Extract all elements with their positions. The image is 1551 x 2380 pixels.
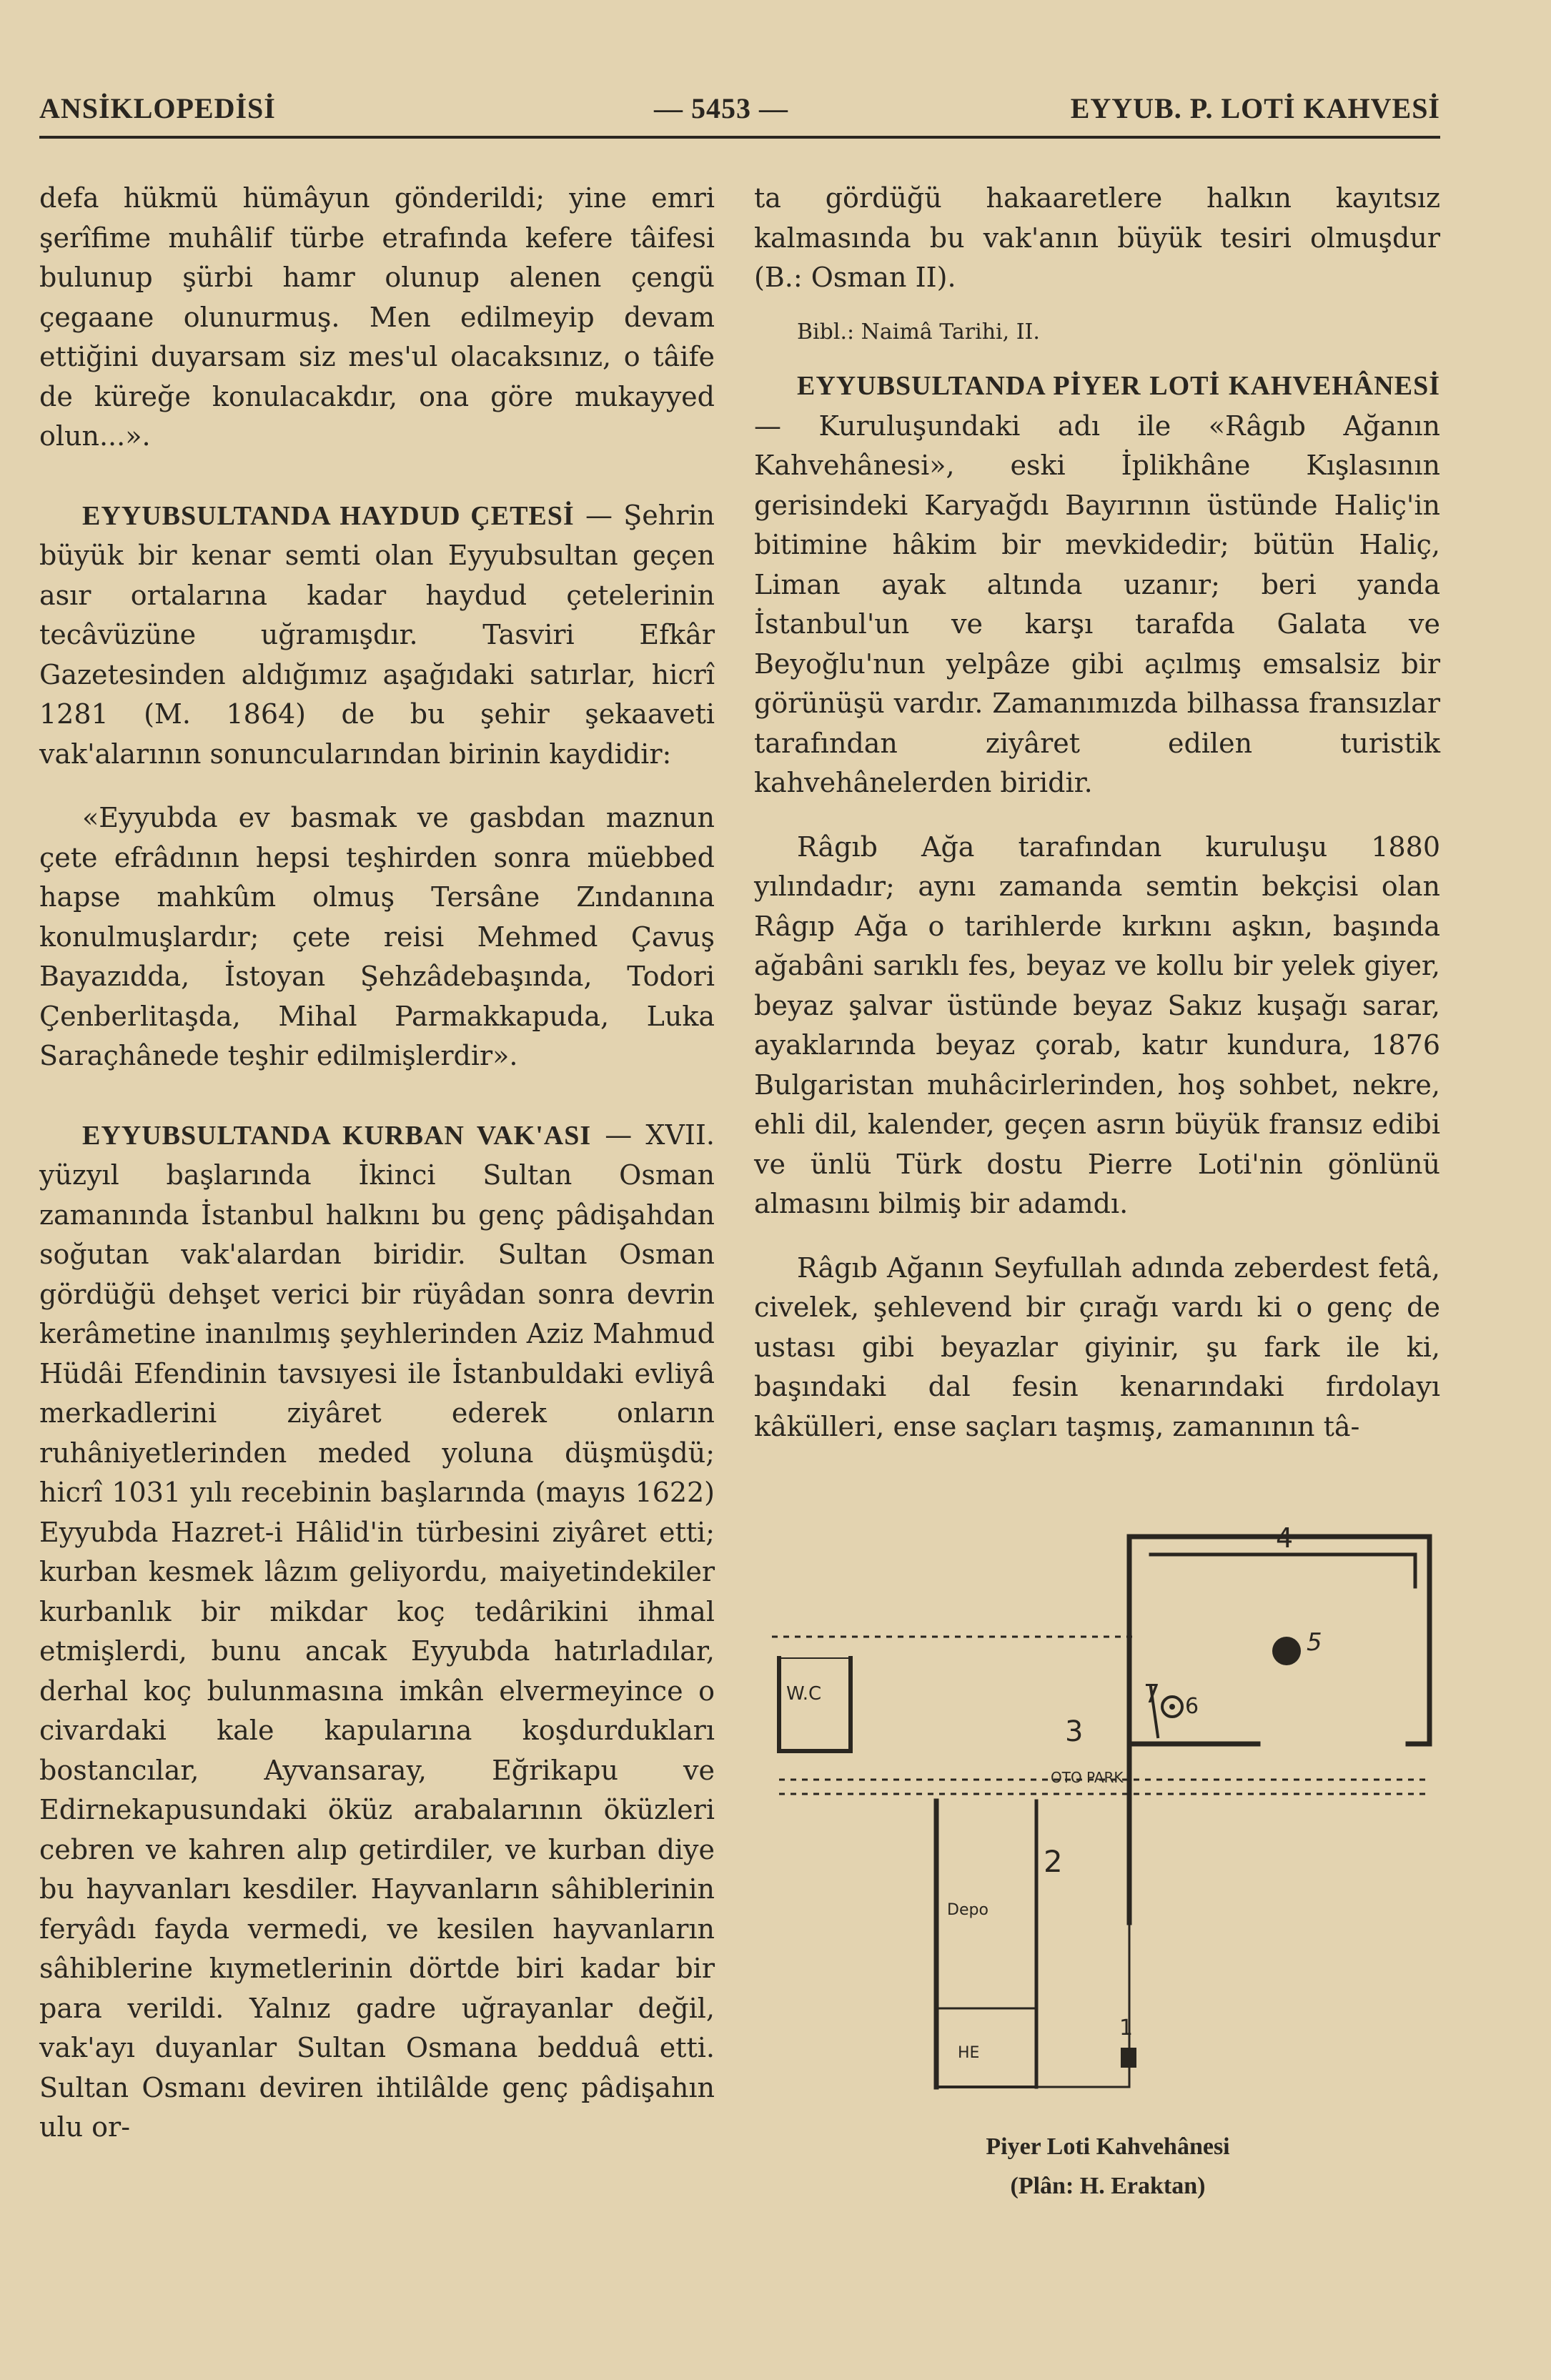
entry-body: — Şehrin büyük bir kenar semti olan Eyyubsultan geçen asır ortalarına kadar haydud çetelerinin tecâvüzüne uğramışdır. Tasviri Efkâr Gazetesinden aldığımız aşağıdaki satırlar, hicrî 1281 (M. 1864) de bu şehir şekaaveti vak'alarının sonuncularından birinin kaydidir:	[39, 499, 715, 770]
running-head-left: ANSİKLOPEDİSİ	[39, 92, 276, 124]
page-number: — 5453 —	[654, 92, 788, 124]
plan-label-4: 4	[1276, 1522, 1294, 1554]
plan-label-depo: Depo	[947, 1901, 988, 1919]
entry-heading: EYYUBSULTANDA HAYDUD ÇETESİ	[82, 500, 575, 531]
entry-body: — XVII. yüzyıl başlarında İkinci Sultan Osman zamanında İstanbul halkını bu genç pâdişahdan soğutan vak'alardan biridir. Sultan Osman gördüğü dehşet verici bir rüyâdan sonra devrin kerâmetine inanılmış şeyhlerinden Aziz Mahmud Hüdâi Efendinin tavsıyesi ile İstanbuldaki evliyâ merkadlerini ziyâret ederek onların ruhâniyetlerinden meded yoluna düşmüşdü; hicrî 1031 yılı recebinin başlarında (mayıs 1622) Eyyubda Hazret-i Hâlid'in türbesini ziyâret etti; kurban kesmek lâzım geliyordu, maiyetindekiler kurbanlık bir mikdar koç tedârikini ihmal etmişlerdi, bunu ancak Eyyubda hatırladılar, derhal koç bulunmasına imkân elvermeyince o civardaki kale kapularına koşdurdukları bostancılar, Ayvansaray, Eğrikapu ve Edirnekapusundaki öküz arabalarının öküzleri cebren ve kahren alıp getirdiler, ve kurban diye bu hayvanları kesdiler. Hayvanların sâhiblerinin feryâdı fayda vermedi, ve kesilen hayvanların sâhiblerine kıymetlerinin dörtde biri kadar bir para verildi. Yalnız gadre uğrayanlar değil, vak'ayı duyanlar Sultan Osmana bedduâ etti. Sultan Osmanı deviren ihtilâlde genç pâdişahın ulu or-	[39, 1119, 715, 2143]
plan-label-he: HE	[958, 2044, 980, 2062]
plan-label-otopark: OTO PARK	[1051, 1769, 1124, 1786]
paragraph: Râgıb Ağanın Seyfullah adında zeberdest fetâ, civelek, şehlevend bir çırağı vardı ki o genç de ustası gibi beyazlar giyinir, şu fark ile ki, başındaki dal fesin kenarındaki fırdolayı kâkülleri, ense saçları taşmış, zamanının tâ-	[754, 1251, 1440, 1442]
plan-label-5: 5	[1307, 1628, 1322, 1657]
entry-kurban-vakasi	[39, 1116, 715, 2148]
left-column	[39, 179, 715, 2148]
plan-label-6: 6	[1185, 1694, 1199, 1719]
plan-label-2: 2	[1044, 1844, 1063, 1879]
plan-label-1: 1	[1119, 2015, 1134, 2041]
entry-body: — Kuruluşundaki adı ile «Râgıb Ağanın Kahvehânesi», eski İplikhâne Kışlasının gerisindeki Karyağdı Bayırının üstünde Haliç'in bitimine hâkim bir mevkidedir; bütün Haliç, Liman ayak altında uzanır; beri yanda İstanbul'un ve karşı tarafda Galata ve Beyoğlu'nun yelpâze gibi açılmış emsalsiz bir görünüşü vardır. Zamanımızda bilhassa fransızlar tarafından ziyâret edilen turistik kahvehânelerden biridir.	[754, 410, 1440, 798]
plan-label-wc: W.C	[786, 1683, 822, 1705]
entry-haydud-cetesi	[39, 496, 715, 775]
paragraph: Râgıb Ağa tarafından kuruluşu 1880 yılındadır; aynı zamanda semtin bekçisi olan Râgıp Ağa o tarihlerde kırkını aşkın, başında ağabâni sarıklı fes, beyaz ve kollu bir yelek giyer, beyaz şalvar üstünde beyaz Sakız kuşağı sarar, ayaklarında beyaz çorab, katır kundura, 1876 Bulgaristan muhâcirlerinden, hoş sohbet, nekre, ehli dil, kalender, geçen asrın büyük fransız edibi ve ünlü Türk dostu Pierre Loti'nin gönlünü almasını bilmiş bir adamdı.	[754, 830, 1440, 1219]
entry-heading: EYYUBSULTANDA PİYER LOTİ KAHVEHÂNESİ	[797, 371, 1440, 401]
header-rule	[39, 136, 1440, 139]
entry-quote: «Eyyubda ev basmak ve gasbdan maznun çete efrâdının hepsi teşhirden sonra müebbed hapse mahkûm olmuş Tersâne Zındanına konulmuşlardır; çete reisi Mehmed Çavuş Bayazıdda, İstoyan Şehzâdebaşında, Todori Çenberlitaşda, Mihal Parmakkapuda, Luka Saraçhânede teşhir edilmişlerdir».	[39, 802, 715, 1071]
entry-piyer-loti	[754, 366, 1440, 803]
marker-1	[1121, 2048, 1136, 2068]
figure-caption-credit: (Plân: H. Eraktan)	[1010, 2173, 1206, 2199]
floor-plan	[765, 1522, 1444, 2123]
paragraph-continuation: defa hükmü hümâyun gönderildi; yine emri şerîfime muhâlif türbe etrafında kefere tâifesi bulunup şürbi hamr olunup alenen çengü çegaane olunurmuş. Men edilmeyip devam ettiğini duyarsam siz mes'ul olacaksınız, o tâife de küreğe konulacakdır, ona göre mukayyed olun...».	[39, 182, 715, 452]
paragraph-continuation: ta gördüğü hakaaretlere halkın kayıtsız kalmasında bu vak'anın büyük tesiri olmuşdur (B.: Osman II).	[754, 182, 1440, 293]
plan-label-7: 7	[1144, 1680, 1160, 1709]
running-head-right: EYYUB. P. LOTİ KAHVESİ	[1070, 92, 1440, 124]
running-head	[39, 91, 1440, 149]
marker-5	[1272, 1637, 1301, 1665]
figure-caption-title: Piyer Loti Kahvehânesi	[986, 2133, 1230, 2160]
floor-plan-drawing	[765, 1522, 1444, 2123]
right-column	[754, 179, 1440, 1447]
entry-heading: EYYUBSULTANDA KURBAN VAK'ASI	[82, 1120, 592, 1151]
bibliography: Bibl.: Naimâ Tarihi, II.	[797, 319, 1040, 344]
plan-label-3: 3	[1065, 1715, 1084, 1748]
